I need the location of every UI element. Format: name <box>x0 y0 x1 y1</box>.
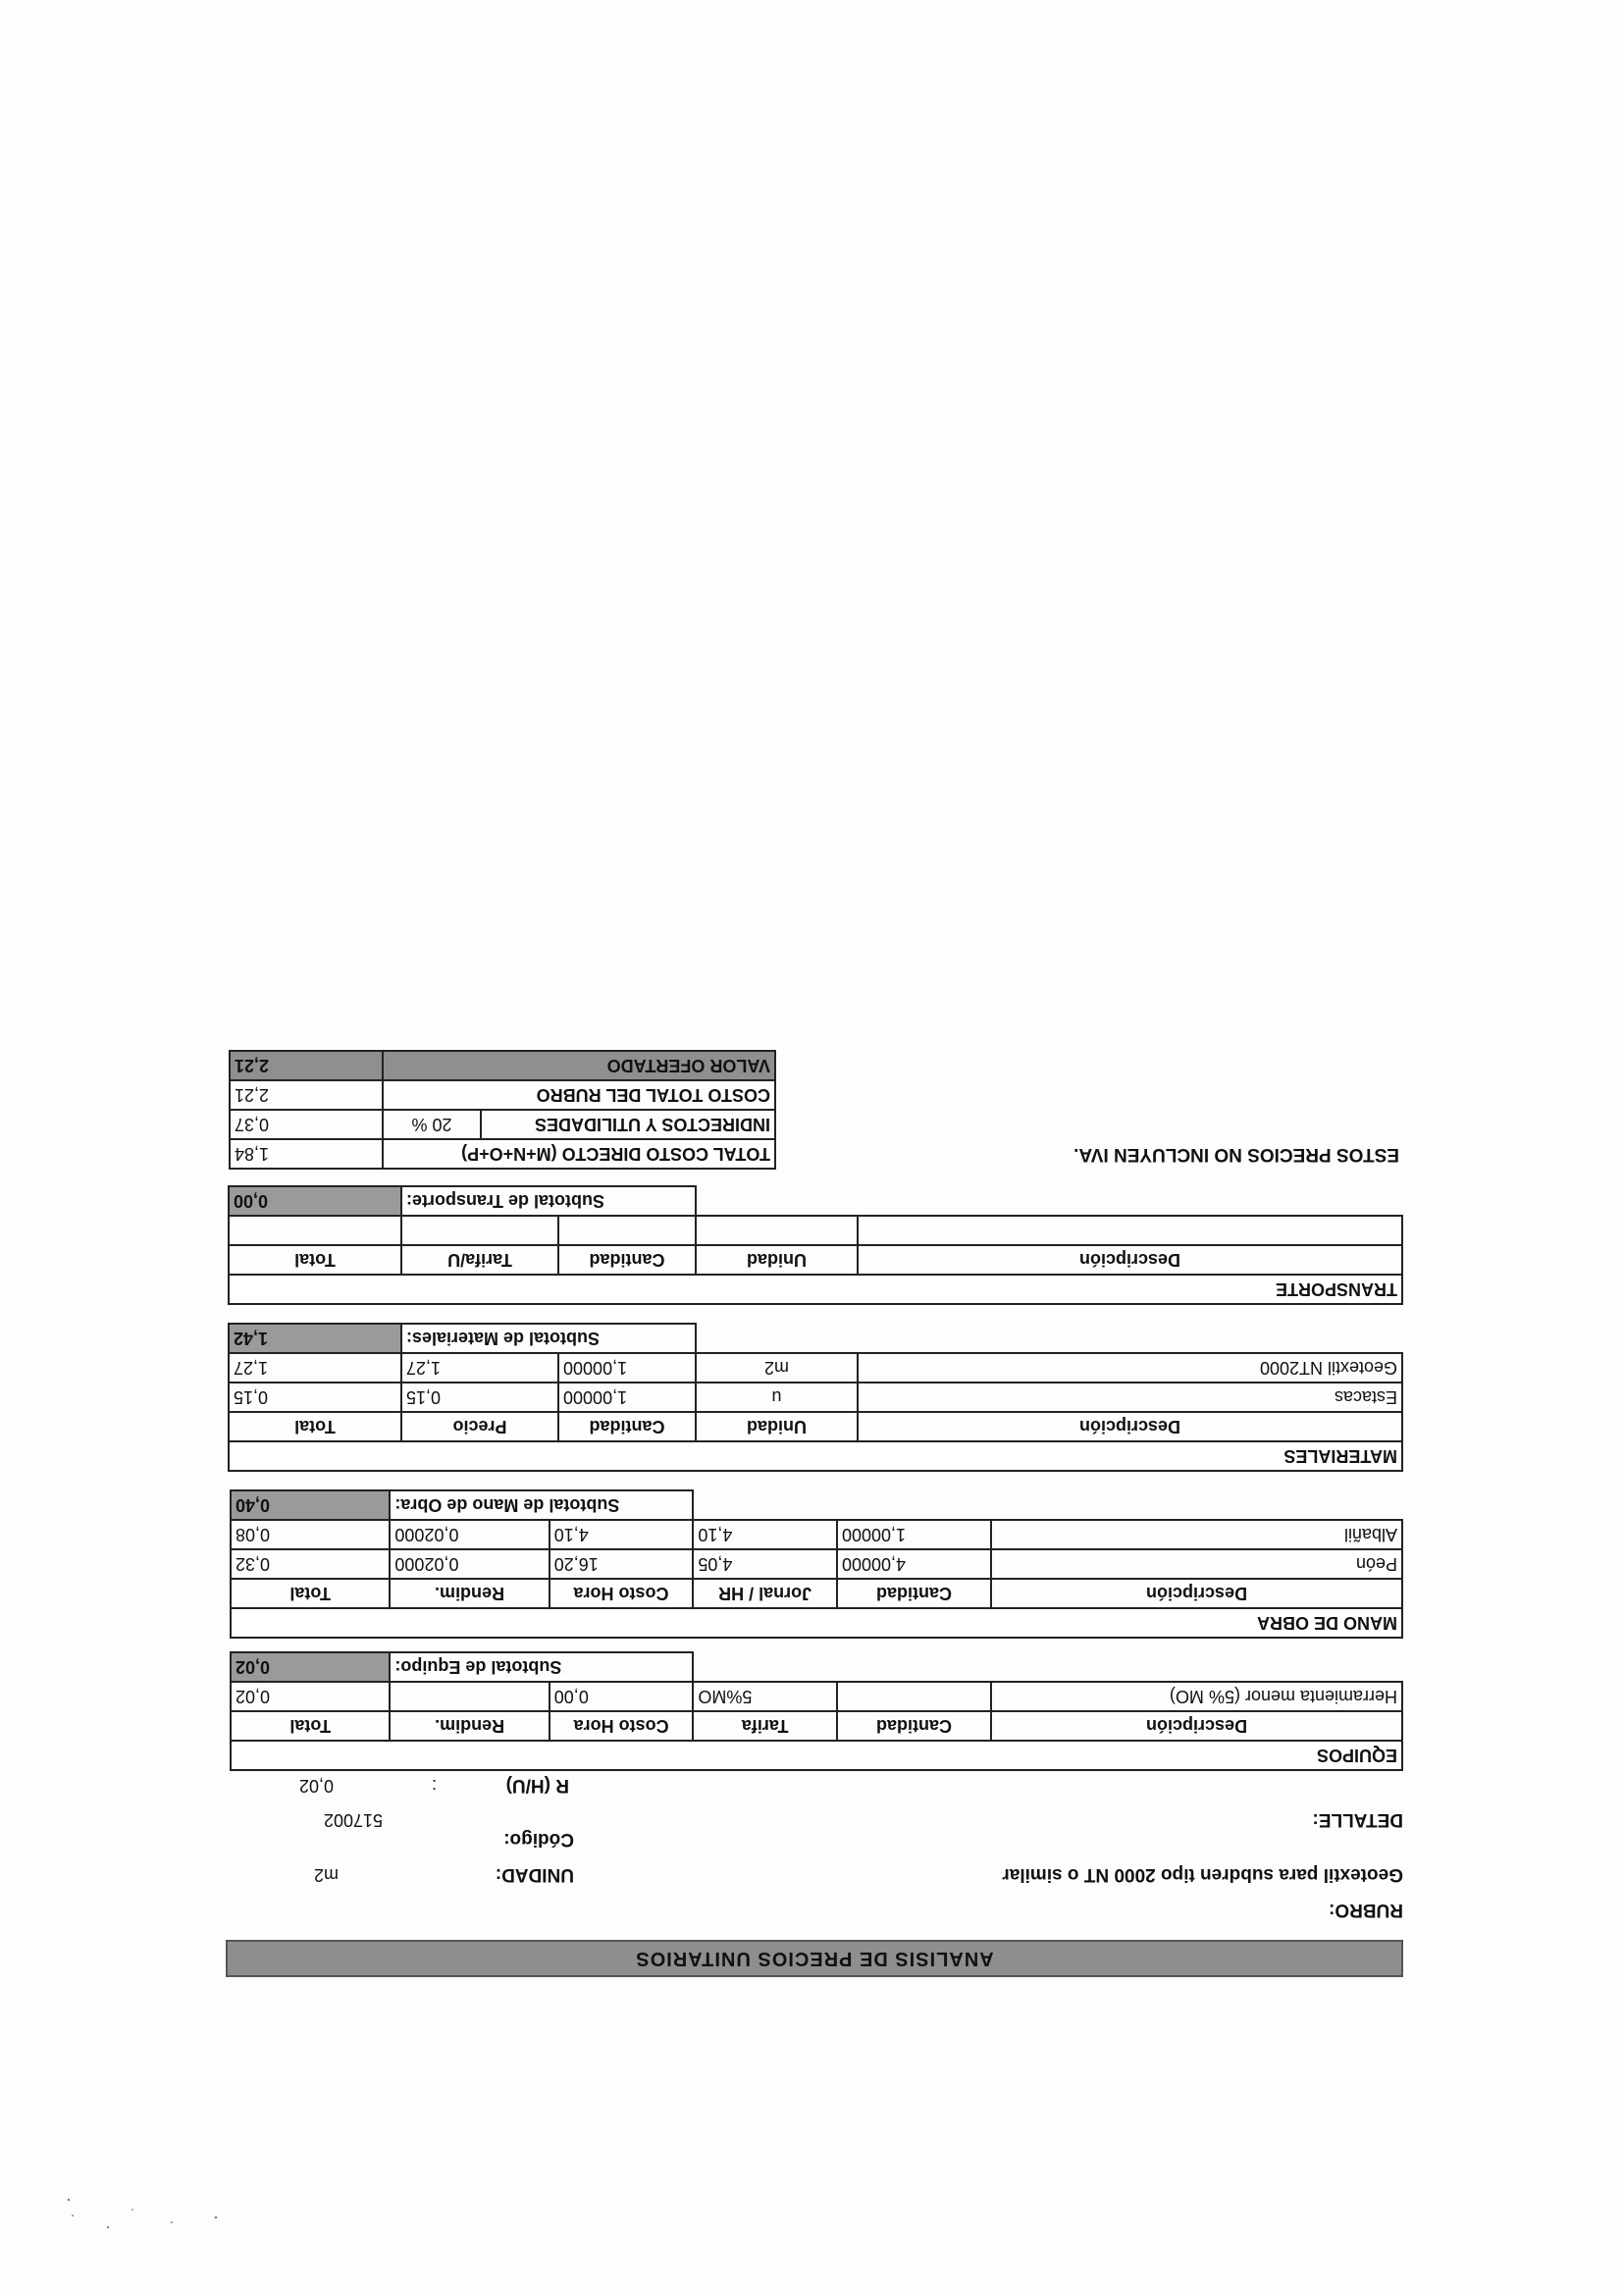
table-cell: 4,05 <box>693 1549 837 1579</box>
table-cell: 4,00000 <box>837 1549 991 1579</box>
mano-obra-subtotal-label: Subtotal de Mano de Obra: <box>390 1490 693 1520</box>
mano-obra-header: Descripción <box>991 1579 1402 1608</box>
materiales-header: Total <box>229 1412 401 1441</box>
table-cell: Peón <box>991 1549 1402 1579</box>
materiales-header: Descripción <box>858 1412 1402 1441</box>
mano-obra-header: Rendim. <box>390 1579 549 1608</box>
equipos-header: Rendim. <box>390 1711 549 1741</box>
materiales-header: Cantidad <box>558 1412 696 1441</box>
equipos-table <box>230 1651 1403 1771</box>
unidad-label: UNIDAD: <box>495 1864 574 1885</box>
table-cell: 0,02000 <box>390 1549 549 1579</box>
table-cell: 1,00000 <box>558 1353 696 1383</box>
price-analysis-sheet <box>226 839 1403 1977</box>
rendimiento-value: 0,02 <box>298 1776 334 1796</box>
table-cell: Albañil <box>991 1520 1402 1549</box>
summary-table <box>229 1050 1403 1170</box>
transporte-header: Descripción <box>858 1245 1402 1275</box>
table-row <box>229 1353 1402 1383</box>
table-cell: 5%MO <box>693 1682 837 1711</box>
codigo-label: Código: <box>503 1829 574 1850</box>
table-cell <box>858 1216 1402 1245</box>
materiales-table <box>228 1323 1403 1472</box>
rubro-label: RUBRO: <box>1329 1900 1403 1920</box>
materiales-header: Unidad <box>696 1412 858 1441</box>
transporte-header: Unidad <box>696 1245 858 1275</box>
table-cell: 16,20 <box>550 1549 694 1579</box>
rendimiento-label: R (H/U) <box>505 1775 569 1796</box>
table-cell: 4,10 <box>693 1520 837 1549</box>
transporte-table <box>228 1185 1403 1305</box>
materiales-subtotal-value: 1,42 <box>229 1324 401 1353</box>
table-cell: u <box>696 1383 858 1412</box>
codigo-value: 517002 <box>323 1810 383 1830</box>
costo-total-value: 2,21 <box>230 1080 383 1110</box>
equipos-subtotal-label: Subtotal de Equipo: <box>390 1652 693 1682</box>
table-cell <box>696 1216 858 1245</box>
table-cell: 4,10 <box>550 1520 694 1549</box>
valor-ofertado-label: VALOR OFERTADO <box>383 1051 775 1080</box>
table-cell <box>558 1216 696 1245</box>
costo-directo-label: TOTAL COSTO DIRECTO (M+N+O+P) <box>383 1139 775 1169</box>
rendimiento-separator: : <box>431 1776 437 1796</box>
table-cell <box>390 1682 549 1711</box>
scan-specks <box>39 2188 236 2247</box>
materiales-subtotal-label: Subtotal de Materiales: <box>401 1324 696 1353</box>
mano-obra-header: Total <box>231 1579 390 1608</box>
materiales-header: Precio <box>401 1412 558 1441</box>
transporte-subtotal-value: 0,00 <box>229 1186 401 1216</box>
equipos-section-title: EQUIPOS <box>231 1741 1402 1770</box>
unidad-value: m2 <box>313 1865 339 1885</box>
detalle-label: DETALLE: <box>1312 1809 1403 1830</box>
table-cell: 0,08 <box>231 1520 390 1549</box>
table-cell: 0,00 <box>550 1682 694 1711</box>
table-cell: Herramienta menor (5% MO) <box>991 1682 1402 1711</box>
mano-obra-section-title: MANO DE OBRA <box>231 1608 1402 1638</box>
transporte-header: Total <box>229 1245 401 1275</box>
indirectos-label: INDIRECTOS Y UTILIDADES <box>481 1110 775 1139</box>
table-row <box>231 1682 1402 1711</box>
table-cell: Geotextil NT2000 <box>858 1353 1402 1383</box>
indirectos-value: 0,37 <box>230 1110 383 1139</box>
table-cell: 0,15 <box>229 1383 401 1412</box>
table-row <box>229 1216 1402 1245</box>
iva-note: ESTOS PRECIOS NO INCLUYEN IVA. <box>1073 1144 1399 1165</box>
table-cell: 1,00000 <box>558 1383 696 1412</box>
table-cell: 0,15 <box>401 1383 558 1412</box>
costo-total-label: COSTO TOTAL DEL RUBRO <box>383 1080 775 1110</box>
mano-obra-header: Costo Hora <box>550 1579 694 1608</box>
table-cell <box>401 1216 558 1245</box>
costo-directo-value: 1,84 <box>230 1139 383 1169</box>
table-cell: 1,27 <box>401 1353 558 1383</box>
transporte-header: Tarifa/U <box>401 1245 558 1275</box>
valor-ofertado-value: 2,21 <box>230 1051 383 1080</box>
equipos-header: Tarifa <box>693 1711 837 1741</box>
mano-obra-header: Jornal / HR <box>693 1579 837 1608</box>
equipos-header: Total <box>231 1711 390 1741</box>
table-cell: Estacas <box>858 1383 1402 1412</box>
page-title: ANALISIS DE PRECIOS UNITARIOS <box>226 1940 1403 1977</box>
transporte-subtotal-label: Subtotal de Transporte: <box>401 1186 696 1216</box>
table-cell: 0,32 <box>231 1549 390 1579</box>
rubro-value: Geotextil para subdren tipo 2000 NT o similar <box>1002 1864 1403 1885</box>
equipos-header: Descripción <box>991 1711 1402 1741</box>
transporte-section-title: TRANSPORTE <box>229 1275 1402 1304</box>
equipos-header: Cantidad <box>837 1711 991 1741</box>
table-row <box>229 1383 1402 1412</box>
table-cell: 0,02000 <box>390 1520 549 1549</box>
table-cell: 1,27 <box>229 1353 401 1383</box>
indirectos-percent: 20 % <box>383 1110 481 1139</box>
table-cell: 1,00000 <box>837 1520 991 1549</box>
table-cell <box>837 1682 991 1711</box>
table-cell <box>229 1216 401 1245</box>
equipos-subtotal-value: 0,02 <box>231 1652 390 1682</box>
transporte-header: Cantidad <box>558 1245 696 1275</box>
table-row <box>231 1549 1402 1579</box>
equipos-header: Costo Hora <box>550 1711 694 1741</box>
table-cell: 0,02 <box>231 1682 390 1711</box>
mano-obra-header: Cantidad <box>837 1579 991 1608</box>
materiales-section-title: MATERIALES <box>229 1441 1402 1471</box>
table-row <box>231 1520 1402 1549</box>
mano-obra-table <box>230 1489 1403 1639</box>
table-cell: m2 <box>696 1353 858 1383</box>
mano-obra-subtotal-value: 0,40 <box>231 1490 390 1520</box>
